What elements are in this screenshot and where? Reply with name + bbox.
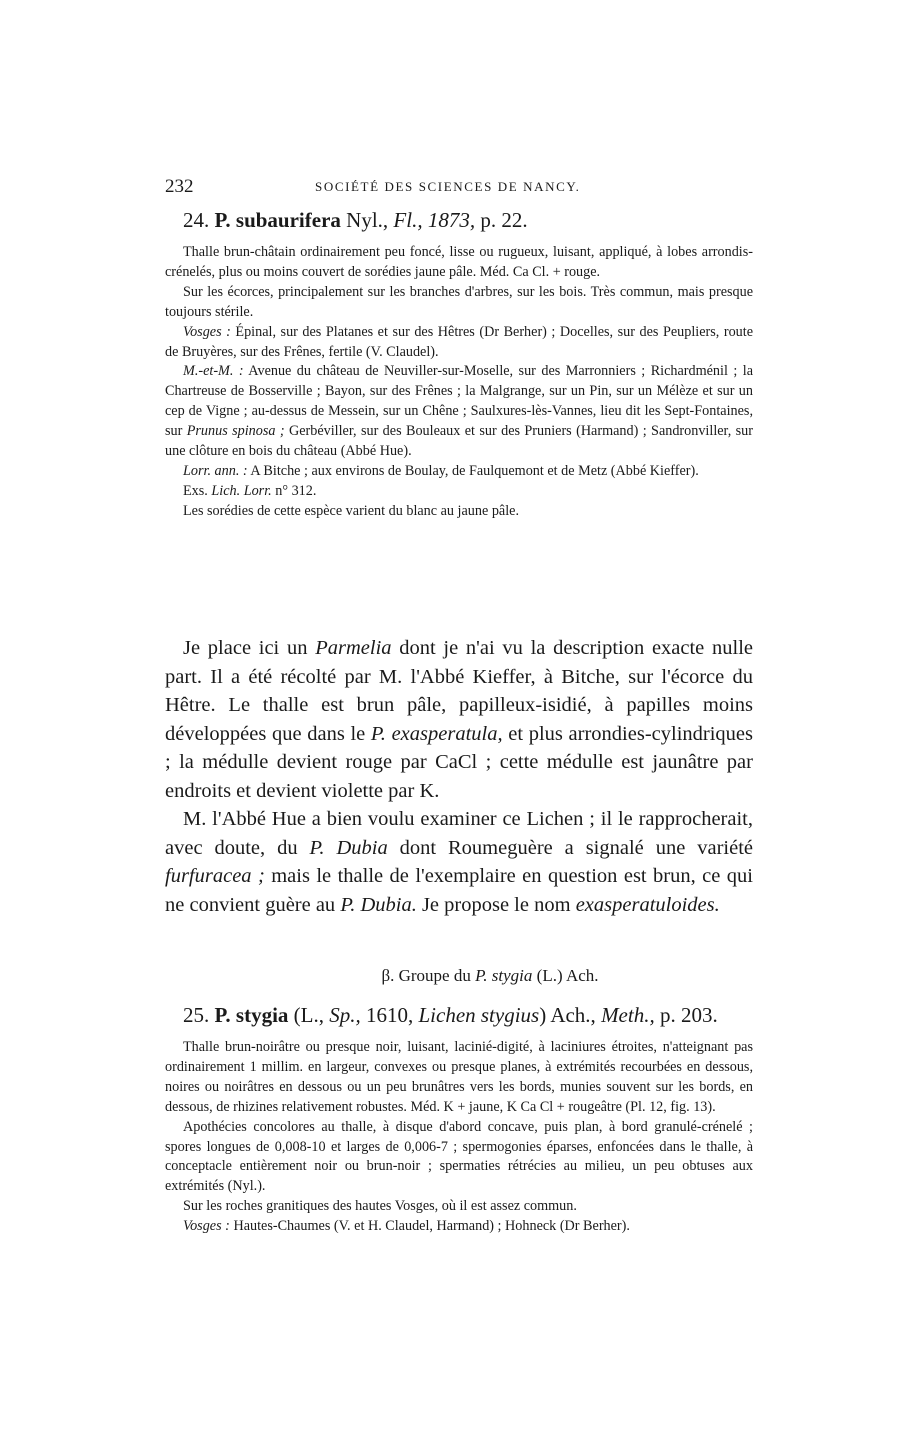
page-header [165,176,753,198]
entry-24-body [165,243,753,522]
section-heading: β. Groupe du P. stygia (L.) Ach. [381,966,599,985]
remark-paragraph: Les sorédies de cette espèce varient du blanc au jaune pâle. [183,502,520,519]
locality-vosges: Vosges : Hautes-Chaumes (V. et H. Claudel, Harmand) ; Hohneck (Dr Berher). [183,1218,630,1235]
note-paragraph-2: M. l'Abbé Hue a bien voulu examiner ce Lichen ; il le rapprocherait, avec doute, du P. Dubia dont Roumeguère a signalé une variété furfuracea ; mais le thalle de l'exemplaire en question est brun, ce qui ne convient guère au P. Dubia. Je propose le nom exasperatuloides. [165,808,753,916]
description-paragraph: Thalle brun-noirâtre ou presque noir, luisant, lacinié-digité, à laciniures étroites, n'atteignant pas ordinairement 1 millim. en largeur, convexes ou presque planes, à extrémités recourbées en dessous, noires ou noirâtres en dessous ou un peu brunâtres vers les bords, munies souvent sur les bords, en dessous, de rhizines relativement robustes. Méd. K + jaune, K Ca Cl + rougeâtre (Pl. 12, fig. 13). [165,1039,753,1115]
note-paragraph-1: Je place ici un Parmelia dont je n'ai vu la description exacte nulle part. Il a été récolté par M. l'Abbé Kieffer, à Bitche, sur l'écorce du Hêtre. Le thalle est brun pâle, papilleux-isidié, à papilles moins développées que dans le P. exasperatula, et plus arrondies-cylindriques ; la médulle devient rouge par CaCl ; cette médulle est jaunâtre par endroits et devient violette par K. [165,637,753,802]
locality-meurthe-et-moselle: M.-et-M. : Avenue du château de Neuviller-sur-Moselle, sur des Marronniers ; Richardménil ; la Chartreuse de Bosserville ; Bayon, sur des Frênes ; la Malgrange, sur un Pin, sur un Mélèze et sur un cep de Vigne ; au-dessus de Messein, sur un Chêne ; Saulxures-lès-Vannes, lieu dit les Sept-Fontaines, sur Prunus spinosa ; Gerbéviller, sur des Bouleaux et sur des Pruniers (Harmand) ; Sandronviller, sur une clôture en bois du château (Abbé Hue). [165,363,753,460]
locality-vosges: Vosges : Épinal, sur des Platanes et sur des Hêtres (Dr Berher) ; Docelles, sur des Peupliers, route de Bruyères, sur des Frênes, fertile (V. Claudel). [165,323,753,360]
entry-25-body [165,1038,753,1237]
description-paragraph: Thalle brun-châtain ordinairement peu foncé, lisse ou rugueux, luisant, appliqué, à lobes arrondis-crénelés, plus ou moins couvert de sorédies jaune pâle. Méd. Ca Cl. + rouge. [165,244,753,280]
exsiccata: Exs. Lich. Lorr. n° 312. [183,482,317,499]
running-head: SOCIÉTÉ DES SCIENCES DE NANCY. [315,179,581,194]
entry-24-heading: 24. P. subaurifera Nyl., Fl., 1873, p. 22. [183,208,528,232]
page-number: 232 [165,176,194,197]
locality-lorraine: Lorr. ann. : A Bitche ; aux environs de Boulay, de Faulquemont et de Metz (Abbé Kieffer). [183,462,699,479]
habitat-paragraph: Sur les roches granitiques des hautes Vosges, où il est assez commun. [183,1198,577,1215]
author-note [165,634,753,919]
apothecia-paragraph: Apothécies concolores au thalle, à disque d'abord concave, puis plan, à bord granulé-crénelé ; spores longues de 0,008-10 et larges de 0,006-7 ; spermogonies éparses, enfoncées dans le thalle, à conceptacle entièrement noir ou brun-noir ; spermaties rétrécies au milieu, un peu obtuses aux extrémités (Nyl.). [165,1118,753,1195]
habitat-paragraph: Sur les écorces, principalement sur les branches d'arbres, sur les bois. Très commun, mais presque toujours stérile. [165,283,753,320]
entry-25-heading: 25. P. stygia (L., Sp., 1610, Lichen stygius) Ach., Meth., p. 203. [183,1003,718,1027]
